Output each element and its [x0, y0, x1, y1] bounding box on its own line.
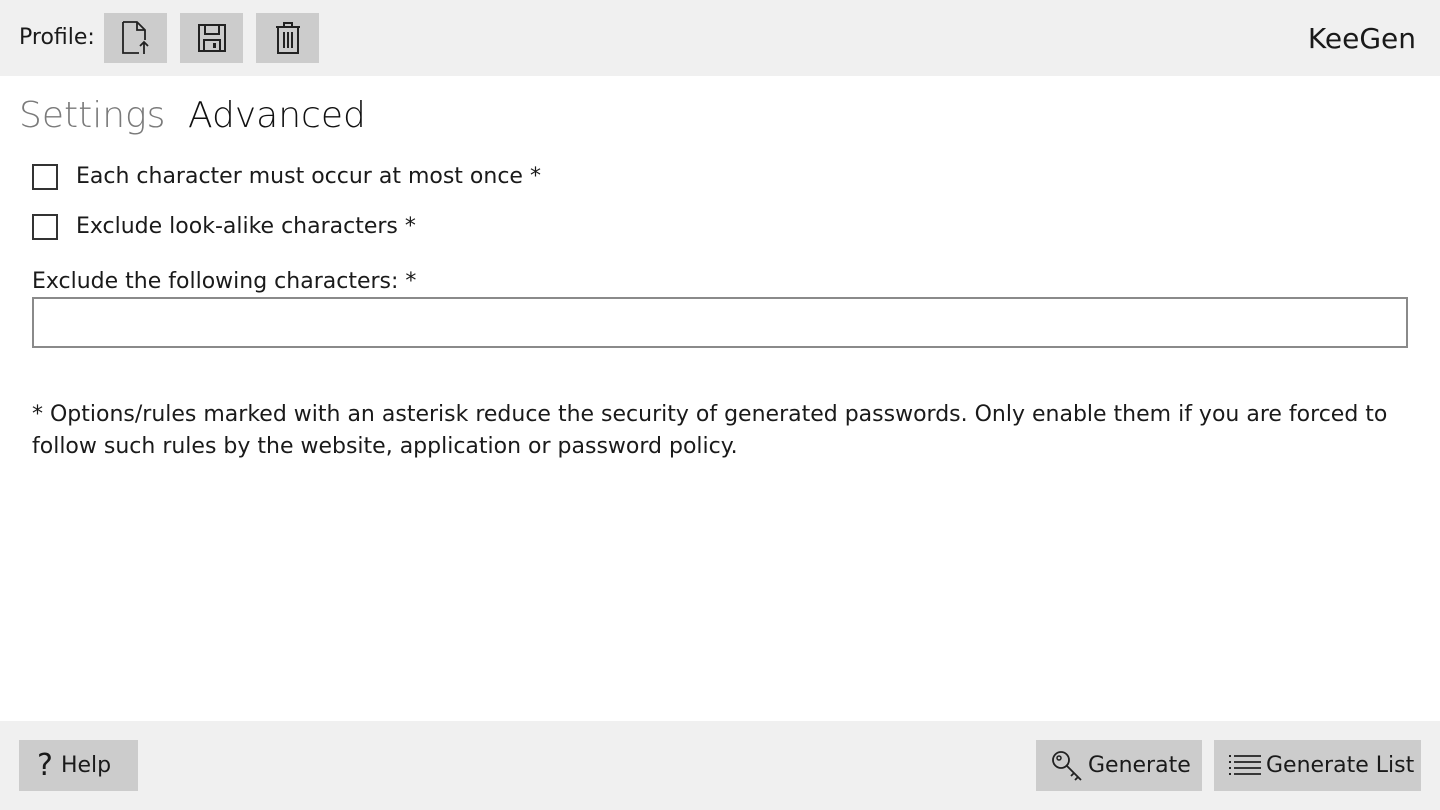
help-label: Help — [60, 752, 112, 778]
tab-advanced[interactable]: Advanced — [188, 95, 366, 136]
key-icon — [1050, 749, 1084, 783]
exclude-chars-label: Exclude the following characters: * — [32, 269, 417, 294]
bottom-bar — [0, 721, 1440, 810]
trash-icon — [274, 21, 302, 55]
list-icon — [1228, 753, 1262, 779]
unique-chars-option[interactable] — [32, 162, 541, 192]
generate-label: Generate — [1088, 752, 1191, 778]
new-profile-button[interactable] — [104, 13, 167, 63]
app-title: KeeGen — [1307, 22, 1416, 55]
unique-chars-checkbox[interactable] — [32, 164, 58, 190]
generate-button[interactable] — [1036, 740, 1202, 791]
tab-settings[interactable]: Settings — [19, 95, 166, 136]
unique-chars-label: Each character must occur at most once * — [76, 164, 541, 189]
top-bar — [0, 0, 1440, 76]
security-note: * Options/rules marked with an asterisk reduce the security of generated passwords. Only enable them if you are forced to follow such rules by the website, application or password policy. — [32, 402, 1388, 459]
profile-label: Profile: — [19, 25, 95, 50]
generate-list-label: Generate List — [1266, 752, 1415, 778]
delete-profile-button[interactable] — [256, 13, 319, 63]
save-icon — [196, 22, 228, 54]
exclude-lookalike-checkbox[interactable] — [32, 214, 58, 240]
exclude-chars-input[interactable] — [32, 297, 1408, 348]
exclude-lookalike-option[interactable] — [32, 212, 416, 242]
new-document-icon — [119, 20, 153, 56]
generate-list-button[interactable] — [1214, 740, 1421, 791]
exclude-lookalike-label: Exclude look-alike characters * — [76, 214, 416, 239]
help-button[interactable] — [19, 740, 138, 791]
save-profile-button[interactable] — [180, 13, 243, 63]
help-icon: ? — [37, 747, 53, 783]
